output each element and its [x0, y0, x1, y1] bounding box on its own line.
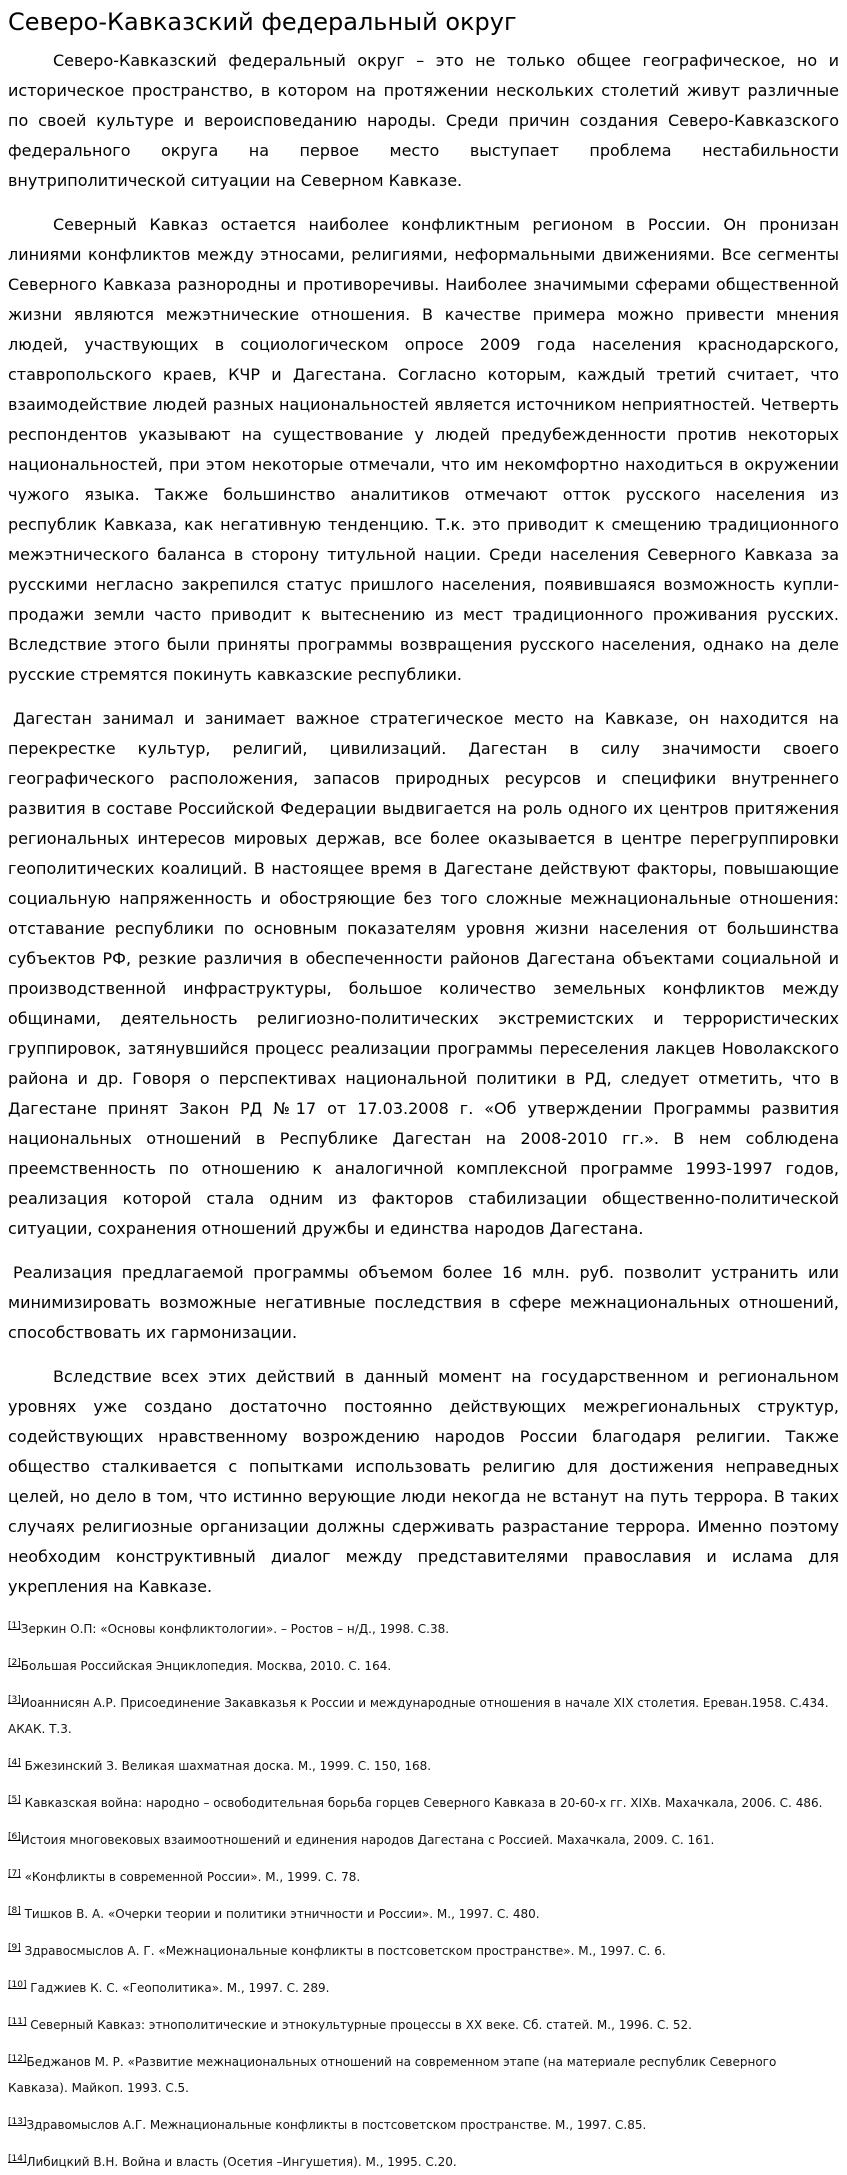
footnote-mark[interactable]: [7]	[8, 1869, 21, 1879]
paragraph-3: Дагестан занимал и занимает важное стратегическое место на Кавказе, он находится на перекрестке культур, религий, цивилизаций. Дагестан в силу значимости своего географического расположения, запасов природных ресурсов и специфики внутреннего развития в составе Российской Федерации выдвигается на роль одного их центров притяжения региональных интересов мировых держав, все более оказывается в центре перегруппировки геополитических коалиций. В настоящее время в Дагестане действуют факторы, повышающие социальную напряженность и обостряющие без того сложные межнациональные отношения: отставание республики по основным показателям уровня жизни населения от большинства субъектов РФ, резкие различия в обеспеченности районов Дагестана объектами социальной и производственной инфраструктуры, большое количество земельных конфликтов между общинами, деятельность религиозно-политических экстремистских и террористических группировок, затянувшийся процесс реализации программы переселения лакцев Новолакского района и др. Говоря о перспективах национальной политики в РД, следует отметить, что в Дагестане принят Закон РД №17 от 17.03.2008 г. «Об утверждении Программы развития национальных отношений в Республике Дагестан на 2008-2010 гг.». В нем соблюдена преемственность по отношению к аналогичной комплексной программе 1993-1997 годов, реализация которой стала одним из факторов стабилизации общественно-политической ситуации, сохранения отношений дружбы и единства народов Дагестана.	[8, 709, 839, 1238]
footnote	[8, 1864, 839, 1890]
footnote	[8, 2012, 839, 2038]
footnote-text: Беджанов М. Р. «Развитие межнациональных отношений на современном этапе (на материале республик Северного Кавказа). Майкоп. 1993. С.5.	[8, 2055, 777, 2095]
paragraph-4: Реализация предлагаемой программы объемом более 16 млн. руб. позволит устранить или минимизировать возможные негативные последствия в сфере межнациональных отношений, способствовать их гармонизации.	[8, 1263, 839, 1342]
footnote-mark[interactable]: [11]	[8, 2017, 27, 2027]
footnote-mark[interactable]: [9]	[8, 1943, 21, 1953]
footnote-text: «Конфликты в современной России». М., 1999. С. 78.	[20, 1870, 361, 1884]
footnote-mark[interactable]: [5]	[8, 1795, 21, 1805]
footnote	[8, 1616, 839, 1642]
footnote-mark[interactable]: [14]	[8, 2154, 27, 2164]
footnote-text: Гаджиев К. С. «Геополитика». М., 1997. С. 289.	[26, 1981, 330, 1995]
footnote-mark[interactable]: [12]	[8, 2054, 27, 2064]
footnote	[8, 1653, 839, 1679]
footnote	[8, 1690, 839, 1742]
footnote-text: Либицкий В.Н. Война и власть (Осетия –Ингушетия). М., 1995. С.20.	[26, 2155, 457, 2169]
footnote	[8, 1901, 839, 1927]
footnote-text: Здравосмыслов А. Г. «Межнациональные конфликты в постсоветском пространстве». М., 1997. С. 6.	[20, 1944, 666, 1958]
paragraph-5: Вследствие всех этих действий в данный момент на государственном и региональном уровнях уже создано достаточно постоянно действующих межрегиональных структур, содействующих нравственному возрождению народов России благодаря религии. Также общество сталкивается с попытками использовать религию для достижения неправедных целей, но дело в том, что истинно верующие люди некогда не встанут на путь террора. В таких случаях религиозные организации должны сдерживать разрастание террора. Именно поэтому необходим конструктивный диалог между представителями православия и ислама для укрепления на Кавказе.	[8, 1367, 839, 1596]
footnote-text: Истоия многовековых взаимоотношений и единения народов Дагестана с Россией. Махачкала, 2009. С. 161.	[20, 1833, 715, 1847]
footnote-text: Большая Российская Энциклопедия. Москва, 2010. С. 164.	[20, 1659, 392, 1673]
footnote	[8, 1753, 839, 1779]
footnote-mark[interactable]: [8]	[8, 1906, 21, 1916]
footnote-mark[interactable]: [13]	[8, 2117, 27, 2127]
footnote	[8, 2112, 839, 2138]
footnote-text: Кавказская война: народно – освободительная борьба горцев Северного Кавказа в 20-60-х гг. XIXв. Махачкала, 2006. С. 486.	[20, 1796, 823, 1810]
footnote-text: Зеркин О.П: «Основы конфликтологии». – Ростов – н/Д., 1998. С.38.	[20, 1622, 450, 1636]
footnote	[8, 1827, 839, 1853]
page-title: Северо-Кавказский федеральный округ	[8, 8, 517, 36]
footnote-mark[interactable]: [1]	[8, 1621, 21, 1631]
footnotes-list	[8, 1616, 839, 2175]
footnote-text: Здравомыслов А.Г. Межнациональные конфликты в постсоветском пространстве. М., 1997. С.85.	[26, 2118, 647, 2132]
footnote	[8, 2049, 839, 2101]
footnote-mark[interactable]: [2]	[8, 1658, 21, 1668]
footnote-mark[interactable]: [3]	[8, 1695, 21, 1705]
footnote	[8, 1938, 839, 1964]
footnote-text: Бжезинский З. Великая шахматная доска. М., 1999. С. 150, 168.	[20, 1759, 432, 1773]
footnote-text: Тишков В. А. «Очерки теории и политики этничности и России». М., 1997. С. 480.	[20, 1907, 540, 1921]
footnote	[8, 1975, 839, 2001]
paragraph-1: Северо-Кавказский федеральный округ – это не только общее географическое, но и историческое пространство, в котором на протяжении нескольких столетий живут различные по своей культуре и вероисповеданию народы. Среди причин создания Северо-Кавказского федерального округа на первое место выступает проблема нестабильности внутриполитической ситуации на Северном Кавказе.	[8, 51, 839, 190]
paragraph-2: Северный Кавказ остается наиболее конфликтным регионом в России. Он пронизан линиями конфликтов между этносами, религиями, неформальными движениями. Все сегменты Северного Кавказа разнородны и противоречивы. Наиболее значимыми сферами общественной жизни являются межэтнические отношения. В качестве примера можно привести мнения людей, участвующих в социологическом опросе 2009 года населения краснодарского, ставропольского краев, КЧР и Дагестана. Согласно которым, каждый третий считает, что взаимодействие людей разных национальностей является источником неприятностей. Четверть респондентов указывают на существование у людей предубежденности против некоторых национальностей, при этом некоторые отмечали, что им некомфортно находиться в окружении чужого языка. Также большинство аналитиков отмечают отток русского населения из республик Кавказа, как негативную тенденцию. Т.к. это приводит к смещению традиционного межэтнического баланса в сторону титульной нации. Среди населения Северного Кавказа за русскими негласно закрепился статус пришлого населения, появившаяся возможность купли-продажи земли часто приводит к вытеснению из мест традиционного проживания русских. Вследствие этого были приняты программы возвращения русского населения, однако на деле русские стремятся покинуть кавказские республики.	[8, 215, 839, 684]
footnote	[8, 1790, 839, 1816]
footnote-text: Иоаннисян А.Р. Присоединение Закавказья к России и международные отношения в начале XIX столетия. Ереван.1958. С.434. АКАК. Т.3.	[8, 1696, 829, 1736]
footnote-text: Северный Кавказ: этнополитические и этнокультурные процессы в XX веке. Сб. статей. М., 1996. С. 52.	[26, 2018, 692, 2032]
footnote-mark[interactable]: [10]	[8, 1980, 27, 1990]
footnote	[8, 2149, 839, 2175]
footnote-mark[interactable]: [6]	[8, 1832, 21, 1842]
footnote-mark[interactable]: [4]	[8, 1758, 21, 1768]
